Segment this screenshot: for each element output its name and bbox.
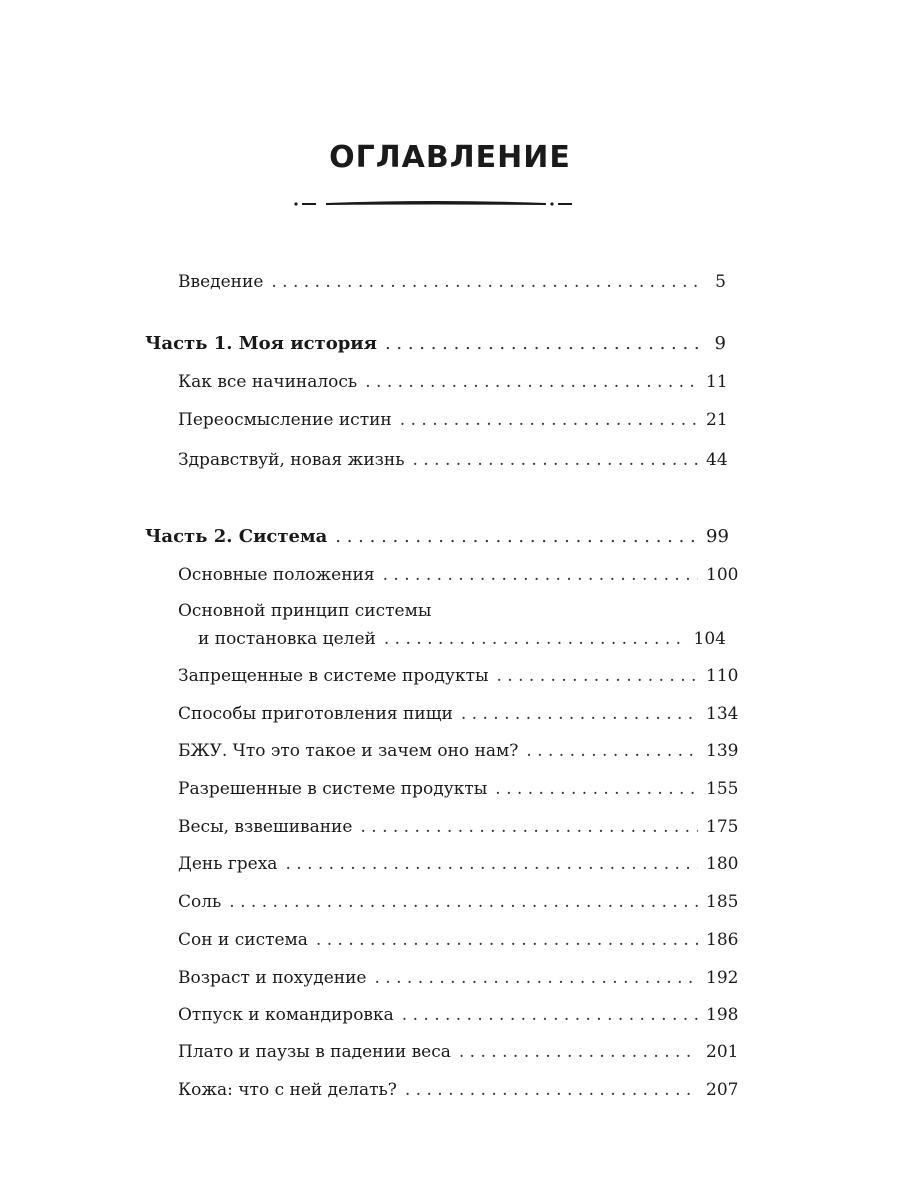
toc-entry-title: Отпуск и командировка	[178, 1005, 394, 1025]
dot-leader	[360, 815, 698, 839]
dot-leader	[383, 563, 698, 587]
dot-leader	[497, 664, 699, 688]
toc-entry-title: Плато и паузы в падении веса	[178, 1042, 451, 1062]
toc-entry[interactable]	[178, 1078, 739, 1102]
toc-entry[interactable]	[178, 448, 726, 472]
toc-entry-title: Сон и система	[178, 930, 308, 950]
toc-entry[interactable]	[178, 852, 739, 876]
toc-entry[interactable]	[178, 777, 739, 801]
toc-entry-title: Кожа: что с ней делать?	[178, 1080, 397, 1100]
toc-entry[interactable]	[178, 890, 739, 914]
page-title: ОГЛАВЛЕНИЕ	[329, 140, 571, 175]
toc-entry-page: 44	[706, 450, 728, 470]
toc-part-title: Часть 2. Система	[145, 526, 328, 547]
toc-entry-page: 110	[706, 666, 739, 686]
toc-entry-page: 198	[706, 1005, 739, 1025]
toc-entry-page: 139	[706, 741, 739, 761]
toc-entry-title: Переосмысление истин	[178, 410, 392, 430]
toc-entry-title: Соль	[178, 892, 222, 912]
toc-entry-title: БЖУ. Что это такое и зачем оно нам?	[178, 741, 519, 761]
toc-entry-title: Основные положения	[178, 565, 375, 585]
toc-entry-title: День греха	[178, 854, 278, 874]
toc-entry-page: 192	[706, 968, 739, 988]
toc-entry-title: Весы, взвешивание	[178, 817, 353, 837]
dot-leader	[285, 852, 698, 876]
toc-entry-page: 5	[715, 272, 726, 292]
dot-leader	[229, 890, 698, 914]
toc-entry[interactable]	[178, 1040, 739, 1064]
dot-leader	[365, 370, 698, 394]
toc-entry[interactable]	[178, 270, 726, 294]
toc-entry-page: 180	[706, 854, 739, 874]
toc-entry-title-line1: Основной принцип системы	[178, 601, 432, 621]
toc-entry[interactable]	[178, 966, 739, 990]
dot-leader	[459, 1040, 698, 1064]
toc-entry-multiline[interactable]	[178, 599, 726, 651]
toc-entry-title: Способы приготовления пищи	[178, 704, 453, 724]
toc-entry-title: Разрешенные в системе продукты	[178, 779, 488, 799]
toc-entry-page: 207	[706, 1080, 739, 1100]
toc-part-title: Часть 1. Моя история	[145, 333, 377, 354]
toc-entry[interactable]	[178, 563, 739, 587]
toc-entry-title: Запрещенные в системе продукты	[178, 666, 489, 686]
toc-entry[interactable]	[178, 370, 726, 394]
toc-part-entry[interactable]	[145, 332, 726, 356]
toc-entry-title: Здравствуй, новая жизнь	[178, 450, 405, 470]
toc-entry[interactable]	[178, 928, 739, 952]
dot-leader	[413, 448, 698, 472]
toc-entry[interactable]	[178, 664, 739, 688]
dot-leader	[400, 408, 698, 432]
dot-leader	[461, 702, 698, 726]
toc-entry-page: 11	[706, 372, 728, 392]
toc-entry-page: 100	[706, 565, 739, 585]
dot-leader	[402, 1003, 698, 1027]
toc-entry[interactable]	[178, 1003, 739, 1027]
toc-entry-title-line2: и постановка целей	[198, 629, 376, 649]
dot-leader	[405, 1078, 698, 1102]
dot-leader	[385, 332, 698, 356]
toc-entry-page: 155	[706, 779, 739, 799]
toc-entry-page: 186	[706, 930, 739, 950]
toc-entry[interactable]	[178, 739, 739, 763]
toc-entry[interactable]	[178, 408, 726, 432]
toc-entry-title: Как все начиналось	[178, 372, 358, 392]
toc-entry-title: Возраст и похудение	[178, 968, 367, 988]
toc-entry-page: 9	[714, 333, 726, 354]
toc-part-entry[interactable]	[145, 525, 729, 549]
toc-entry-page: 175	[706, 817, 739, 837]
dot-leader	[316, 928, 698, 952]
dot-leader	[384, 627, 686, 651]
toc-entry-page: 104	[693, 629, 726, 649]
toc-entry-page: 21	[706, 410, 728, 430]
dot-leader	[271, 270, 698, 294]
toc-entry[interactable]	[178, 702, 739, 726]
toc-entry-page: 134	[706, 704, 739, 724]
toc-entry-title: Введение	[178, 272, 264, 292]
dot-leader	[495, 777, 698, 801]
dot-leader	[375, 966, 699, 990]
toc-entry-page: 185	[706, 892, 739, 912]
toc-entry[interactable]	[178, 815, 739, 839]
dot-leader	[526, 739, 698, 763]
toc-entry-page: 201	[706, 1042, 739, 1062]
dot-leader	[335, 525, 698, 549]
toc-entry-page: 99	[706, 526, 729, 547]
